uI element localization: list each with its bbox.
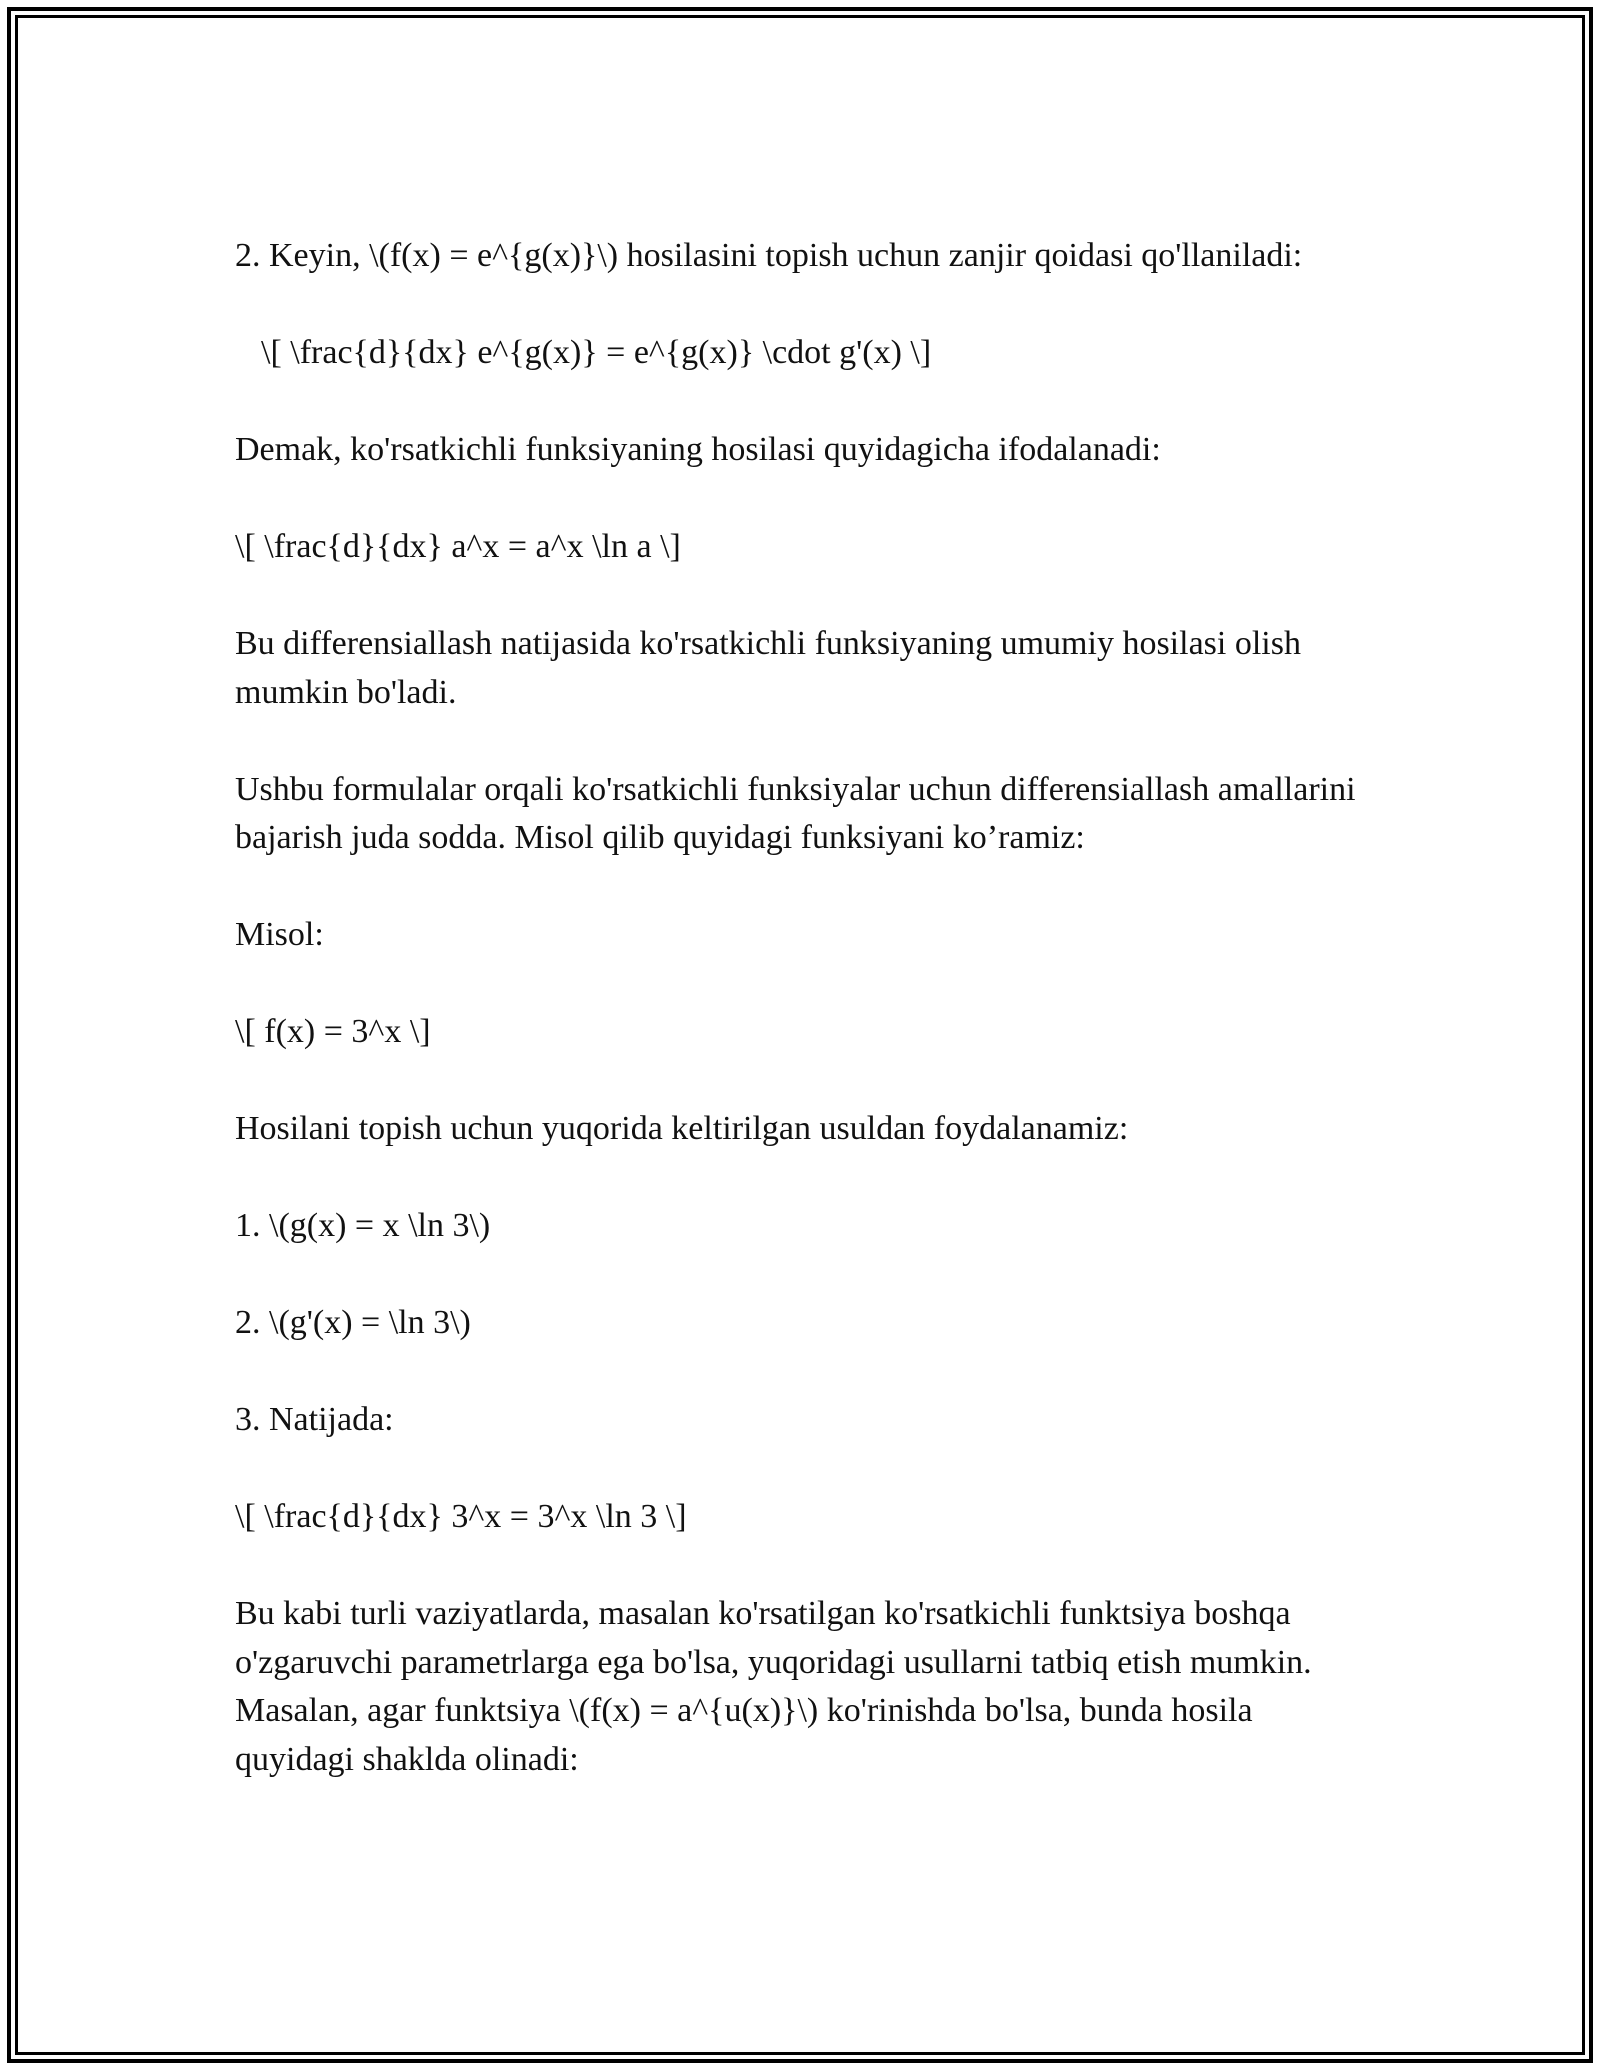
result-formula: \[ \frac{d}{dx} 3^x = 3^x \ln 3 \] bbox=[235, 1498, 687, 1535]
exponential-derivative-formula: \[ \frac{d}{dx} a^x = a^x \ln a \] bbox=[235, 528, 681, 565]
chain-rule-formula: \[ \frac{d}{dx} e^{g(x)} = e^{g(x)} \cdot g'(x) \] bbox=[261, 334, 932, 371]
example-function-formula: \[ f(x) = 3^x \] bbox=[235, 1013, 431, 1050]
document-body bbox=[235, 232, 1375, 1784]
generalization-paragraph: Bu kabi turli vaziyatlarda, masalan ko'rsatilgan ko'rsatkichli funktsiya boshqa o'zgaruvchi parametrlarga ega bo'lsa, yuqoridagi usullarni tatbiq etish mumkin. Masalan, agar funktsiya \(f(x) = a^{u(x)}\) ko'rinishda bo'lsa, bunda hosila quyidagi shaklda olinadi: bbox=[235, 1595, 1312, 1778]
step-1-item: 1. \(g(x) = x \ln 3\) bbox=[235, 1207, 491, 1244]
conclusion-paragraph: Demak, ko'rsatkichli funksiyaning hosilasi quyidagicha ifodalanadi: bbox=[235, 431, 1161, 468]
method-intro-paragraph: Hosilani topish uchun yuqorida keltirilgan usuldan foydalanamiz: bbox=[235, 1110, 1129, 1147]
formulas-usage-paragraph: Ushbu formulalar orqali ko'rsatkichli funksiyalar uchun differensiallash amallarini bajarish juda sodda. Misol qilib quyidagi funksiyani ko’ramiz: bbox=[235, 770, 1356, 856]
chain-rule-step-paragraph: 2. Keyin, \(f(x) = e^{g(x)}\) hosilasini topish uchun zanjir qoidasi qo'llaniladi: bbox=[235, 237, 1303, 274]
step-2-item: 2. \(g'(x) = \ln 3\) bbox=[235, 1304, 471, 1341]
general-derivative-paragraph: Bu differensiallash natijasida ko'rsatkichli funksiyaning umumiy hosilasi olish mumkin bo'ladi. bbox=[235, 625, 1301, 711]
step-3-item: 3. Natijada: bbox=[235, 1401, 394, 1438]
example-heading: Misol: bbox=[235, 916, 324, 953]
